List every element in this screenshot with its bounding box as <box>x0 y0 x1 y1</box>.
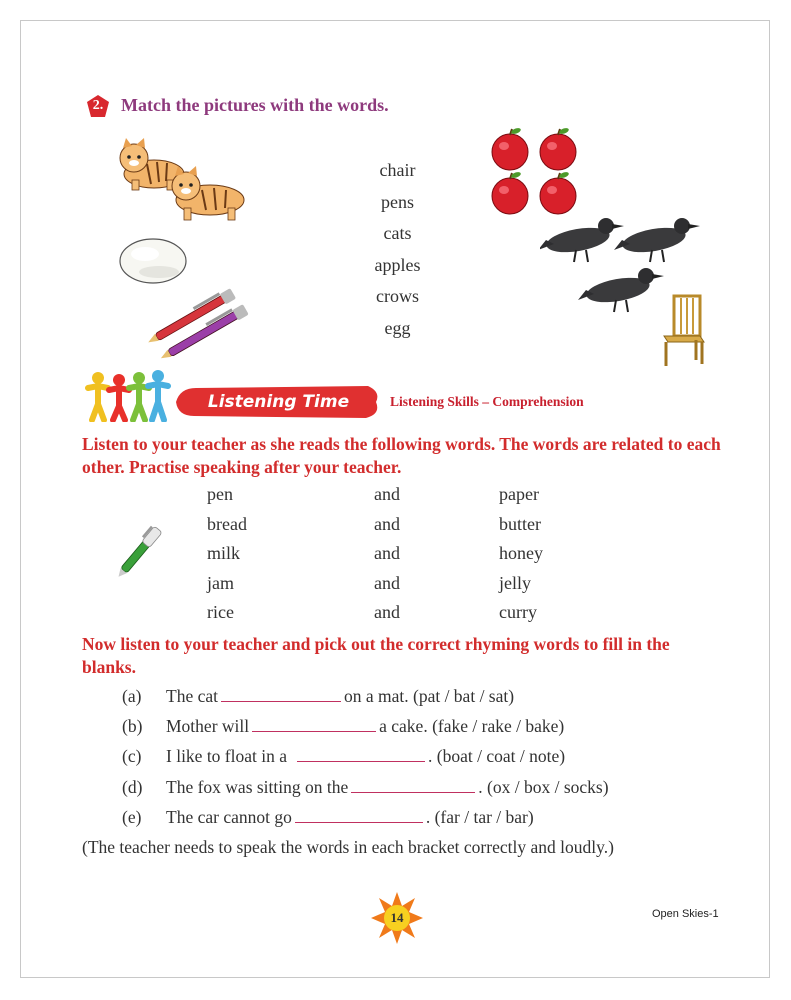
answer-blank[interactable] <box>297 747 425 762</box>
pair-and: and <box>374 572 400 593</box>
item-text-after: . (ox / box / socks) <box>478 776 609 797</box>
pair-second-word: butter <box>499 513 541 534</box>
item-text-before: The fox was sitting on the <box>166 776 349 797</box>
chair-image <box>660 294 708 368</box>
item-text-after: . (far / tar / bar) <box>425 806 534 827</box>
answer-blank[interactable] <box>351 778 475 793</box>
listening-kids-icon <box>84 370 174 422</box>
match-word: chair <box>379 160 416 180</box>
answer-blank[interactable] <box>252 717 376 732</box>
answer-blank[interactable] <box>295 808 423 823</box>
match-word: pens <box>381 191 414 212</box>
instruction-listen: Listen to your teacher as she reads the following words. The words are related to each other. Practise speaking after your teacher. <box>82 434 721 477</box>
pair-second-word: curry <box>499 602 537 622</box>
section-title: Match the pictures with the words. <box>121 95 389 115</box>
book-title: Open Skies-1 <box>652 908 719 920</box>
item-text-before: The cat <box>166 686 218 706</box>
item-label: (c) <box>122 746 142 767</box>
green-pen-image <box>108 516 174 584</box>
pens-image <box>142 288 258 360</box>
item-text-before: Mother will <box>166 716 250 737</box>
egg-image <box>115 234 191 288</box>
match-word-list <box>340 158 455 348</box>
pair-and: and <box>374 543 400 563</box>
item-label: (d) <box>122 776 143 797</box>
pair-second-word: jelly <box>499 572 531 593</box>
apples-image <box>488 126 582 218</box>
pair-and: and <box>374 602 400 622</box>
pair-and: and <box>374 484 400 504</box>
item-text-after: a cake. (fake / rake / bake) <box>379 716 565 737</box>
item-label: (e) <box>122 806 142 827</box>
pair-first-word: pen <box>207 484 233 504</box>
item-text-after: on a mat. (pat / bat / sat) <box>343 686 515 706</box>
answer-blank[interactable] <box>221 687 341 702</box>
listening-subtitle: Listening Skills – Comprehension <box>390 394 584 409</box>
page-number: 14 <box>390 910 404 925</box>
instruction-rhyming: Now listen to your teacher and pick out the correct rhyming words to fill in the blanks. <box>82 634 670 677</box>
match-word: egg <box>384 317 411 338</box>
cats-image <box>112 132 254 224</box>
item-label: (b) <box>122 716 143 737</box>
match-word: apples <box>374 254 421 275</box>
item-text-after: . (boat / coat / note) <box>428 746 566 767</box>
match-word: cats <box>383 223 412 244</box>
item-text-before: I like to float in a <box>166 746 288 767</box>
pair-first-word: jam <box>207 572 234 593</box>
item-text-before: The car cannot go <box>166 806 292 827</box>
section-number: 2. <box>92 98 104 113</box>
pair-first-word: rice <box>207 602 234 622</box>
pair-and: and <box>374 513 400 534</box>
match-word: crows <box>376 286 419 307</box>
pair-first-word: bread <box>207 513 247 534</box>
teacher-note: (The teacher needs to speak the words in each bracket correctly and loudly.) <box>82 837 614 857</box>
pair-first-word: milk <box>207 543 241 563</box>
item-label: (a) <box>122 686 142 706</box>
pair-second-word: paper <box>499 484 539 504</box>
listening-time-banner: Listening Time <box>207 392 350 412</box>
pair-second-word: honey <box>499 543 543 563</box>
